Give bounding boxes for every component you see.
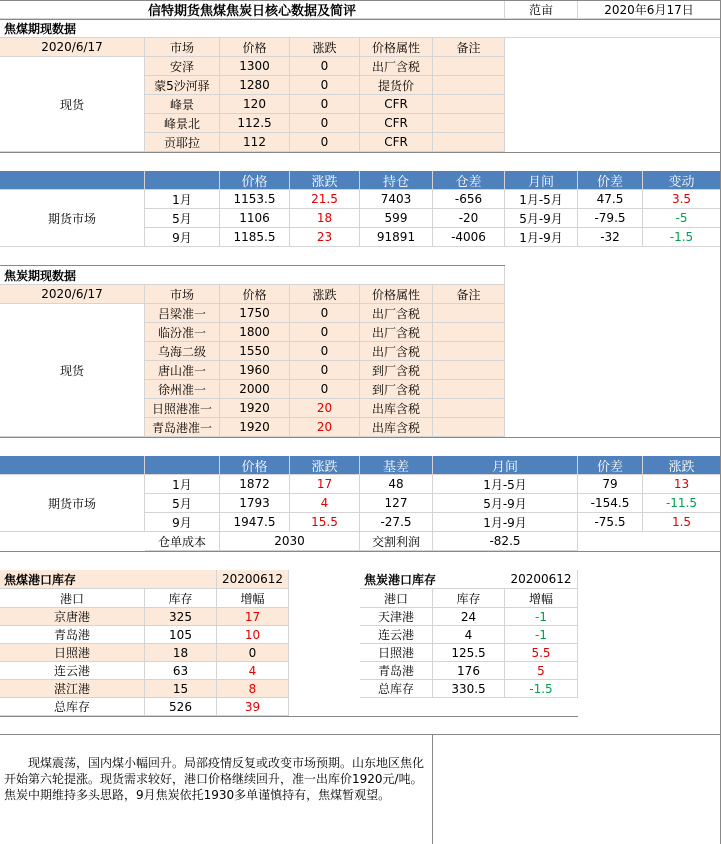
coke-spot-header: 涨跌 — [290, 285, 360, 304]
coking-coal-futures-spread: 47.5 — [578, 190, 643, 209]
coke-spot-change: 0 — [290, 342, 360, 361]
coke-port-name: 日照港 — [360, 644, 433, 662]
coke-spot-attr: 出库含税 — [360, 418, 433, 437]
blank-area — [505, 266, 721, 437]
coke-spot-price: 1800 — [220, 323, 290, 342]
coking-coal-spot-note — [433, 95, 505, 114]
coking-coal-spot-price: 112 — [220, 133, 290, 152]
coke-spot-header: 价格 — [220, 285, 290, 304]
coke-spot-note — [433, 323, 505, 342]
coking-coal-futures-header: 价差 — [578, 171, 643, 190]
coking-coal-futures-spread: -32 — [578, 228, 643, 247]
coke-spot-price: 1750 — [220, 304, 290, 323]
coal-port-change: 0 — [217, 644, 289, 662]
coke-futures-contract: 5月 — [145, 494, 220, 513]
coking-coal-futures-header: 仓差 — [433, 171, 505, 190]
section-separator — [0, 152, 721, 153]
coking-coal-spot-change: 0 — [290, 76, 360, 95]
coke-port-stock: 176 — [433, 662, 505, 680]
coke-port-change: 5.5 — [505, 644, 578, 662]
coke-port-stock: 24 — [433, 608, 505, 626]
coke-spot-market: 吕梁准一 — [145, 304, 220, 323]
coke-spot-price: 1920 — [220, 399, 290, 418]
coke-futures-basis: -27.5 — [360, 513, 433, 532]
coke-spot-header: 备注 — [433, 285, 505, 304]
coke-futures-spread: 79 — [578, 475, 643, 494]
coke-spot-market: 徐州准一 — [145, 380, 220, 399]
coking-coal-section-title: 焦煤期现数据 — [0, 19, 721, 38]
coal-port-header: 增幅 — [217, 589, 289, 608]
coal-port-stock: 18 — [145, 644, 217, 662]
coking-coal-futures-spread: -79.5 — [578, 209, 643, 228]
coking-coal-spot-change: 0 — [290, 114, 360, 133]
coking-coal-futures-oi-change: -656 — [433, 190, 505, 209]
coke-futures-spread-change: 13 — [643, 475, 721, 494]
coke-spot-price: 1920 — [220, 418, 290, 437]
coal-port-header: 库存 — [145, 589, 217, 608]
coke-port-date: 20200612 — [505, 570, 578, 589]
coal-port-header: 港口 — [0, 589, 145, 608]
coal-port-change: 8 — [217, 680, 289, 698]
coke-futures-spread: -75.5 — [578, 513, 643, 532]
coke-futures-spread-name: 5月-9月 — [433, 494, 578, 513]
coking-coal-futures-open-interest: 7403 — [360, 190, 433, 209]
coke-spot-market: 乌海二级 — [145, 342, 220, 361]
section-separator — [0, 265, 505, 266]
coke-futures-spread-name: 1月-5月 — [433, 475, 578, 494]
coking-coal-futures-spread-change: 3.5 — [643, 190, 721, 209]
section-separator — [0, 716, 578, 717]
coking-coal-spot-category: 现货 — [0, 57, 145, 152]
coke-port-change: -1 — [505, 608, 578, 626]
section-separator — [0, 437, 721, 438]
coke-spot-note — [433, 361, 505, 380]
delivery-profit-label: 交割利润 — [360, 532, 433, 551]
author-name: 范亩 — [505, 0, 578, 19]
coking-coal-futures-header: 变动 — [643, 171, 721, 190]
coke-futures-change: 4 — [290, 494, 360, 513]
coke-futures-header-blank — [0, 456, 145, 475]
coking-coal-futures-contract: 9月 — [145, 228, 220, 247]
coke-futures-header: 价差 — [578, 456, 643, 475]
coke-port-header: 增幅 — [505, 589, 578, 608]
report-title: 信特期货焦煤焦炭日核心数据及简评 — [0, 0, 505, 19]
coke-futures-spread: -154.5 — [578, 494, 643, 513]
coking-coal-spot-change: 0 — [290, 95, 360, 114]
coking-coal-spot-attr: 出厂含税 — [360, 57, 433, 76]
coking-coal-futures-header: 价格 — [220, 171, 290, 190]
coal-port-stock: 15 — [145, 680, 217, 698]
coking-coal-spot-note — [433, 76, 505, 95]
coke-spot-price: 1960 — [220, 361, 290, 380]
coke-spot-price: 1550 — [220, 342, 290, 361]
coal-port-name: 青岛港 — [0, 626, 145, 644]
coal-port-name: 湛江港 — [0, 680, 145, 698]
coking-coal-futures-header: 月间 — [505, 171, 578, 190]
coke-spot-note — [433, 418, 505, 437]
coal-port-name: 连云港 — [0, 662, 145, 680]
coking-coal-futures-oi-change: -4006 — [433, 228, 505, 247]
coke-futures-price: 1872 — [220, 475, 290, 494]
coke-port-stock: 4 — [433, 626, 505, 644]
coking-coal-futures-header: 持仓 — [360, 171, 433, 190]
coal-port-name: 京唐港 — [0, 608, 145, 626]
coking-coal-futures-spread-name: 5月-9月 — [505, 209, 578, 228]
coking-coal-spot-market: 蒙5沙河驿 — [145, 76, 220, 95]
coking-coal-spot-price: 1280 — [220, 76, 290, 95]
coking-coal-futures-contract: 1月 — [145, 190, 220, 209]
coal-port-stock: 105 — [145, 626, 217, 644]
coal-port-stock: 526 — [145, 698, 217, 716]
coke-spot-header: 价格属性 — [360, 285, 433, 304]
commentary-text: 现煤震荡，国内煤小幅回升。局部疫情反复或改变市场预期。山东地区焦化开始第六轮提涨。现货需求较好，港口价格继续回升，准一出库价1920元/吨。焦炭中期维持多头思路，9月焦炭依托1930多单谨慎持有，焦煤暂观望。 — [0, 735, 433, 844]
coking-coal-futures-spread-name: 1月-9月 — [505, 228, 578, 247]
coking-coal-spot-market: 贡耶拉 — [145, 133, 220, 152]
coke-futures-contract: 1月 — [145, 475, 220, 494]
section-separator — [0, 551, 721, 552]
coke-spot-note — [433, 380, 505, 399]
coke-spot-change: 20 — [290, 418, 360, 437]
coke-spot-attr: 到厂含税 — [360, 361, 433, 380]
coke-spot-change: 20 — [290, 399, 360, 418]
coking-coal-futures-oi-change: -20 — [433, 209, 505, 228]
coking-coal-spot-attr: CFR — [360, 95, 433, 114]
coking-coal-spot-market: 安泽 — [145, 57, 220, 76]
coke-port-header: 港口 — [360, 589, 433, 608]
coking-coal-spot-note — [433, 133, 505, 152]
coal-port-change: 4 — [217, 662, 289, 680]
coke-spot-change: 0 — [290, 304, 360, 323]
coke-spot-market: 唐山准一 — [145, 361, 220, 380]
coke-spot-attr: 到厂含税 — [360, 380, 433, 399]
coking-coal-spot-header: 备注 — [433, 38, 505, 57]
coke-futures-header: 涨跌 — [643, 456, 721, 475]
coking-coal-spot-header: 市场 — [145, 38, 220, 57]
coke-spot-market: 日照港准一 — [145, 399, 220, 418]
coking-coal-futures-category: 期货市场 — [0, 190, 145, 247]
coking-coal-futures-contract: 5月 — [145, 209, 220, 228]
coal-port-stock: 63 — [145, 662, 217, 680]
coking-coal-spot-note — [433, 57, 505, 76]
coking-coal-spot-header: 价格 — [220, 38, 290, 57]
coal-port-change: 17 — [217, 608, 289, 626]
coking-coal-spot-attr: CFR — [360, 114, 433, 133]
coke-spot-change: 0 — [290, 380, 360, 399]
coking-coal-spot-change: 0 — [290, 133, 360, 152]
coking-coal-futures-change: 18 — [290, 209, 360, 228]
coking-coal-futures-open-interest: 599 — [360, 209, 433, 228]
coke-futures-price: 1793 — [220, 494, 290, 513]
warrant-cost-label: 仓单成本 — [145, 532, 220, 551]
coke-futures-header: 基差 — [360, 456, 433, 475]
coking-coal-futures-spread-change: -5 — [643, 209, 721, 228]
coking-coal-futures-price: 1153.5 — [220, 190, 290, 209]
coal-port-stock: 325 — [145, 608, 217, 626]
coal-port-date: 20200612 — [217, 570, 289, 589]
coke-port-stock: 330.5 — [433, 680, 505, 698]
section-separator — [0, 734, 721, 735]
coke-futures-header: 涨跌 — [290, 456, 360, 475]
coking-coal-futures-price: 1185.5 — [220, 228, 290, 247]
coke-port-change: 5 — [505, 662, 578, 680]
coking-coal-spot-price: 112.5 — [220, 114, 290, 133]
coke-futures-basis: 48 — [360, 475, 433, 494]
coke-futures-header: 月间 — [433, 456, 578, 475]
coke-futures-spread-name: 1月-9月 — [433, 513, 578, 532]
coking-coal-futures-header-blank — [0, 171, 145, 190]
coke-spot-price: 2000 — [220, 380, 290, 399]
coking-coal-spot-header: 涨跌 — [290, 38, 360, 57]
coke-spot-date: 2020/6/17 — [0, 285, 145, 304]
coal-port-name: 日照港 — [0, 644, 145, 662]
coke-port-name: 天津港 — [360, 608, 433, 626]
coking-coal-futures-open-interest: 91891 — [360, 228, 433, 247]
coke-futures-spread-change: 1.5 — [643, 513, 721, 532]
coking-coal-futures-header: 涨跌 — [290, 171, 360, 190]
report-date: 2020年6月17日 — [578, 0, 721, 19]
coking-coal-spot-price: 1300 — [220, 57, 290, 76]
coke-spot-note — [433, 342, 505, 361]
coke-spot-attr: 出库含税 — [360, 399, 433, 418]
coal-port-change: 39 — [217, 698, 289, 716]
coking-coal-futures-price: 1106 — [220, 209, 290, 228]
coke-futures-header-blank — [145, 456, 220, 475]
coking-coal-spot-header: 价格属性 — [360, 38, 433, 57]
coke-spot-header: 市场 — [145, 285, 220, 304]
coke-spot-note — [433, 304, 505, 323]
coke-port-name: 总库存 — [360, 680, 433, 698]
coke-port-name: 连云港 — [360, 626, 433, 644]
blank-area — [505, 38, 721, 152]
warrant-cost-value: 2030 — [220, 532, 360, 551]
coal-port-change: 10 — [217, 626, 289, 644]
coke-futures-basis: 127 — [360, 494, 433, 513]
coking-coal-spot-change: 0 — [290, 57, 360, 76]
coal-port-title: 焦煤港口库存 — [0, 570, 217, 589]
coke-port-stock: 125.5 — [433, 644, 505, 662]
coke-futures-category: 期货市场 — [0, 475, 145, 532]
coke-spot-attr: 出厂含税 — [360, 342, 433, 361]
top-border — [0, 0, 721, 1]
coke-section-title: 焦炭期现数据 — [0, 266, 505, 285]
coking-coal-spot-attr: 提货价 — [360, 76, 433, 95]
coking-coal-spot-attr: CFR — [360, 133, 433, 152]
coke-futures-header: 价格 — [220, 456, 290, 475]
coal-port-name: 总库存 — [0, 698, 145, 716]
coking-coal-futures-change: 23 — [290, 228, 360, 247]
coking-coal-spot-note — [433, 114, 505, 133]
coke-spot-market: 临汾准一 — [145, 323, 220, 342]
delivery-profit-value: -82.5 — [433, 532, 578, 551]
coke-spot-attr: 出厂含税 — [360, 304, 433, 323]
coking-coal-futures-spread-change: -1.5 — [643, 228, 721, 247]
coke-futures-spread-change: -11.5 — [643, 494, 721, 513]
coking-coal-futures-spread-name: 1月-5月 — [505, 190, 578, 209]
coke-spot-market: 青岛港准一 — [145, 418, 220, 437]
coke-spot-attr: 出厂含税 — [360, 323, 433, 342]
coke-spot-note — [433, 399, 505, 418]
coking-coal-spot-price: 120 — [220, 95, 290, 114]
coke-port-header: 库存 — [433, 589, 505, 608]
coke-futures-change: 15.5 — [290, 513, 360, 532]
coke-futures-change: 17 — [290, 475, 360, 494]
coke-port-change: -1.5 — [505, 680, 578, 698]
coke-futures-contract: 9月 — [145, 513, 220, 532]
coke-spot-change: 0 — [290, 323, 360, 342]
coke-futures-price: 1947.5 — [220, 513, 290, 532]
coking-coal-spot-market: 峰景 — [145, 95, 220, 114]
coking-coal-spot-market: 峰景北 — [145, 114, 220, 133]
coking-coal-futures-header-blank — [145, 171, 220, 190]
coking-coal-futures-change: 21.5 — [290, 190, 360, 209]
coking-coal-spot-date: 2020/6/17 — [0, 38, 145, 57]
coke-spot-change: 0 — [290, 361, 360, 380]
coke-port-title: 焦炭港口库存 — [360, 570, 505, 589]
coke-port-name: 青岛港 — [360, 662, 433, 680]
coke-spot-category: 现货 — [0, 304, 145, 437]
coke-port-change: -1 — [505, 626, 578, 644]
title-separator — [0, 19, 721, 20]
